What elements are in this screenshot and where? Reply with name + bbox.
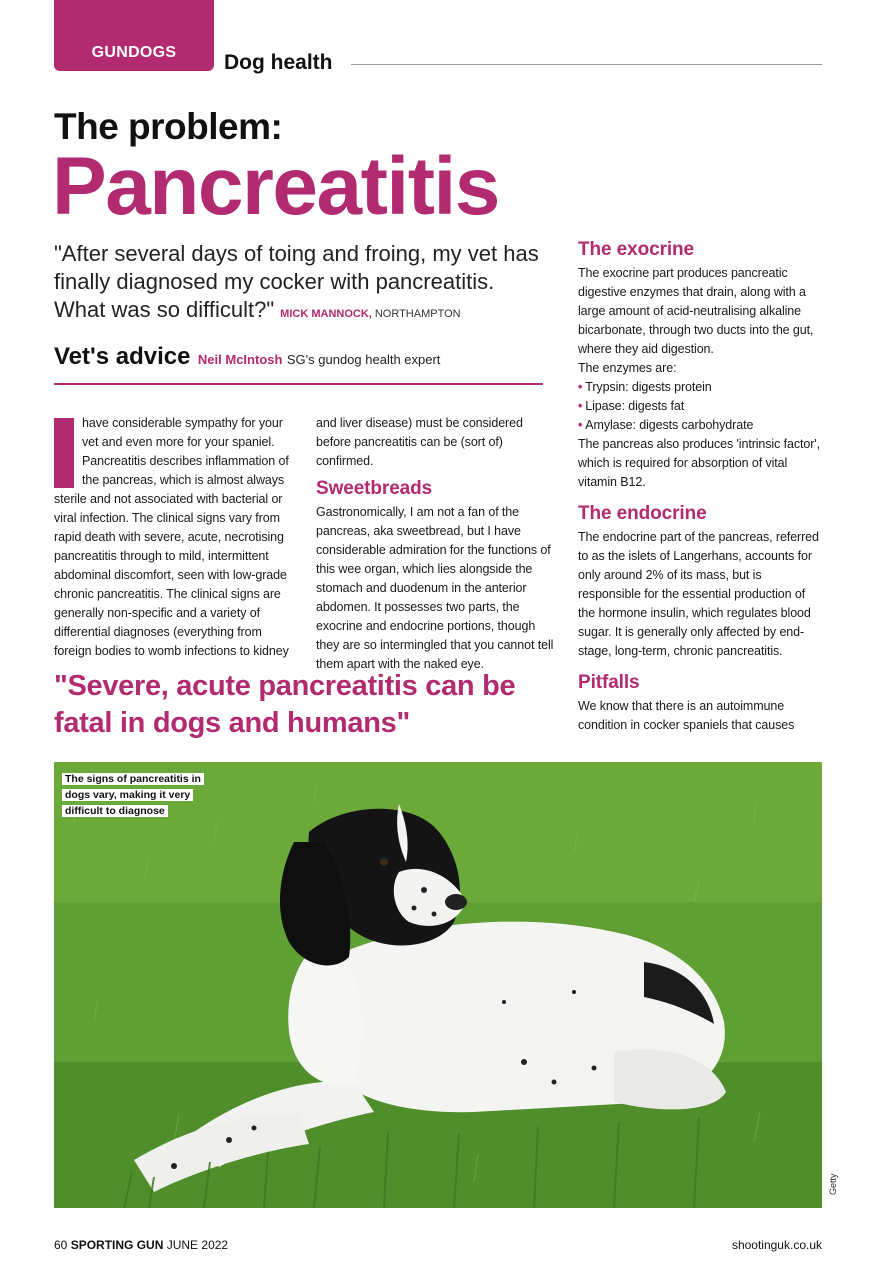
article-column-1 <box>54 414 294 661</box>
bullet-icon: • <box>578 418 583 432</box>
byline-divider <box>54 383 543 385</box>
enzyme-list-item: • Amylase: digests carbohydrate <box>578 418 754 432</box>
enzymes-intro: The enzymes are: <box>578 361 677 375</box>
photo-caption: The signs of pancreatitis in dogs vary, making it very difficult to diagnose <box>62 771 212 819</box>
dropcap <box>54 418 74 488</box>
vet-advice-heading: Vet's advice <box>54 343 191 370</box>
issue-date: JUNE 2022 <box>166 1238 229 1252</box>
article-paragraph: The endocrine part of the pancreas, referred to as the islets of Langerhans, accounts for only around 2% of its mass, but is responsible for the essential production of the hormone insulin, which regulates blood sugar. It is generally only affected by end-stage, long-term, chronic pancreatitis. <box>578 530 819 658</box>
spaniel-photo <box>54 762 822 1208</box>
bullet-icon: • <box>578 380 583 394</box>
article-paragraph: Gastronomically, I am not a fan of the pancreas, aka sweetbread, but I have considerable admiration for the functions of this wee organ, which lies alongside the stomach and duodenum in the anterior abdomen. It possesses two parts, the exocrine and endocrine portions, though they are so intermingled that you cannot tell them apart with the naked eye. <box>316 505 554 671</box>
photo-credit: Getty <box>828 1173 838 1195</box>
title-kicker: The problem: <box>54 106 283 147</box>
article-paragraph: We know that there is an autoimmune condition in cocker spaniels that causes <box>578 699 795 732</box>
page-title: Pancreatitis <box>52 141 499 232</box>
article-paragraph: have considerable sympathy for your vet and even more for your spaniel. Pancreatitis describes inflammation of the pancreas, which is almost always sterile and not associated with bacterial or viral infection. The clinical signs vary from rapid death with severe, acute, necrotising pancreatitis through to mild, intermittent abdominal discomfort, seen with low-grade chronic pancreatitis. The clinical signs are generally non-specific and a variety of differential diagnoses (everything from foreign bodies to womb infections to kidney <box>54 416 289 658</box>
reader-question <box>54 240 544 328</box>
magazine-name: SPORTING GUN <box>70 1238 164 1252</box>
footer-folio <box>54 1238 228 1252</box>
subhead-exocrine: The exocrine <box>578 239 695 260</box>
vet-name: Neil McIntosh <box>197 352 283 367</box>
vet-byline <box>54 343 554 371</box>
spaniel-illustration <box>54 762 822 1208</box>
pull-quote: "Severe, acute pancreatitis can be fatal in dogs and humans" <box>54 670 516 739</box>
bullet-icon: • <box>578 399 583 413</box>
article-column-3 <box>578 238 824 735</box>
article-paragraph: and liver disease) must be considered before pancreatitis can be (sort of) confirmed. <box>316 416 523 468</box>
website-url: shootinguk.co.uk <box>731 1238 822 1252</box>
subhead-sweetbreads: Sweetbreads <box>316 478 433 499</box>
subhead-pitfalls: Pitfalls <box>578 672 640 693</box>
vet-role: SG's gundog health expert <box>286 352 441 367</box>
article-paragraph: The pancreas also produces 'intrinsic factor', which is required for absorption of vital vitamin B12. <box>578 437 820 489</box>
question-location: NORTHAMPTON <box>374 308 461 320</box>
section-tab-label: GUNDOGS <box>91 44 177 61</box>
subhead-endocrine: The endocrine <box>578 503 707 524</box>
section-tab <box>54 0 214 71</box>
section-heading: Dog health <box>224 51 333 74</box>
header-divider <box>351 64 822 65</box>
page-number: 60 <box>54 1238 68 1252</box>
article-paragraph: The exocrine part produces pancreatic digestive enzymes that drain, along with a large amount of acid-neutralising alkaline bicarbonate, through two ducts into the gut, where they aid digestion. <box>578 266 814 356</box>
enzyme-list-item: • Lipase: digests fat <box>578 399 685 413</box>
reader-question-text: "After several days of toing and froing, my vet has finally diagnosed my cocker with pancreatitis. What was so difficult?" <box>54 241 539 322</box>
enzyme-list-item: • Trypsin: digests protein <box>578 380 712 394</box>
article-column-2 <box>316 414 558 674</box>
question-author: MICK MANNOCK, <box>280 308 372 320</box>
